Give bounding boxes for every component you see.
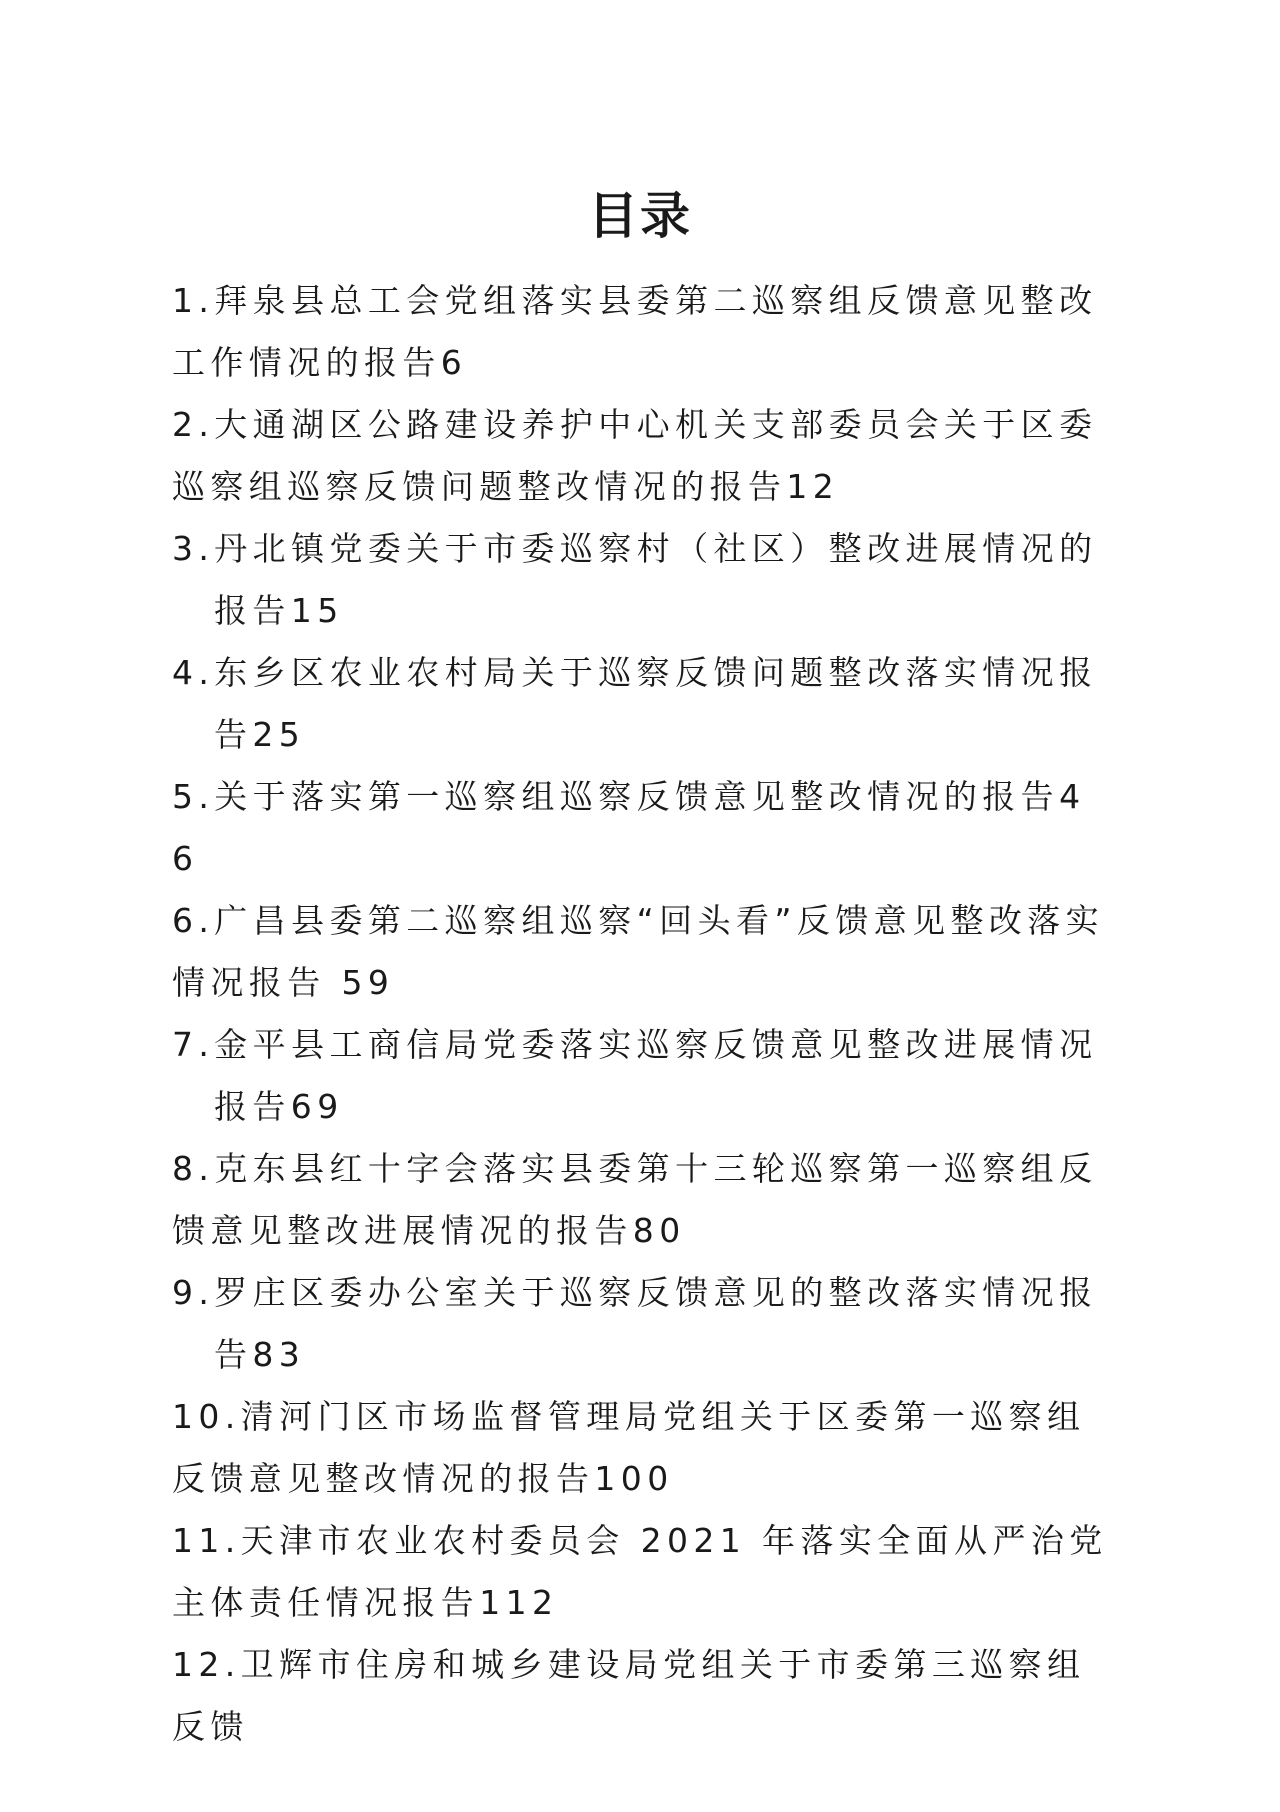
toc-entry: 5.关于落实第一巡察组巡察反馈意见整改情况的报告46 xyxy=(172,777,1086,878)
toc-entry: 4.东乡区农业农村局关于巡察反馈问题整改落实情况报告25 xyxy=(172,653,1098,754)
toc-entry: 2.大通湖区公路建设养护中心机关支部委员会关于区委巡察组巡察反馈问题整改情况的报告12 xyxy=(172,405,1098,506)
toc-list xyxy=(172,270,1110,1758)
toc-entry: 8.克东县红十字会落实县委第十三轮巡察第一巡察组反馈意见整改进展情况的报告80 xyxy=(172,1149,1098,1250)
toc-entry: 6.广昌县委第二巡察组巡察“回头看”反馈意见整改落实情况报告 59 xyxy=(172,901,1105,1002)
toc-entry: 7.金平县工商信局党委落实巡察反馈意见整改进展情况报告69 xyxy=(172,1025,1098,1126)
toc-entry: 12.卫辉市住房和城乡建设局党组关于市委第三巡察组反馈 xyxy=(172,1645,1086,1746)
toc-entry: 10.清河门区市场监督管理局党组关于区委第一巡察组反馈意见整改情况的报告100 xyxy=(172,1397,1086,1498)
toc-entry: 3.丹北镇党委关于市委巡察村（社区）整改进展情况的报告15 xyxy=(172,529,1098,630)
toc-entry: 1.拜泉县总工会党组落实县委第二巡察组反馈意见整改工作情况的报告6 xyxy=(172,281,1098,382)
toc-entry: 9.罗庄区委办公室关于巡察反馈意见的整改落实情况报告83 xyxy=(172,1273,1098,1374)
toc-title: 目录 xyxy=(588,186,692,245)
toc-entry: 11.天津市农业农村委员会 2021 年落实全面从严治党主体责任情况报告112 xyxy=(172,1521,1108,1622)
